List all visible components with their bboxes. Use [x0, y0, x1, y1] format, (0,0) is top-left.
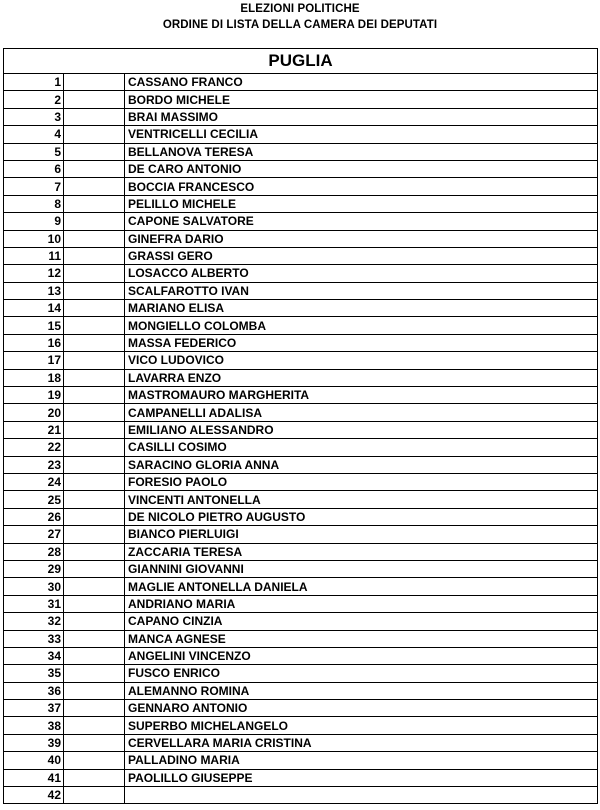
candidate-list-table: [3, 48, 598, 804]
candidate-name: EMILIANO ALESSANDRO: [125, 421, 598, 438]
blank-cell: [64, 578, 125, 595]
candidate-number: 6: [4, 160, 64, 177]
candidate-name: GIANNINI GIOVANNI: [125, 560, 598, 577]
table-row: [4, 526, 598, 543]
blank-cell: [64, 665, 125, 682]
table-row: [4, 404, 598, 421]
candidate-number: 12: [4, 265, 64, 282]
candidate-name: MARIANO ELISA: [125, 300, 598, 317]
candidate-name: GINEFRA DARIO: [125, 230, 598, 247]
candidate-name: BOCCIA FRANCESCO: [125, 178, 598, 195]
table-row: [4, 613, 598, 630]
candidate-number: 21: [4, 421, 64, 438]
candidate-number: 5: [4, 143, 64, 160]
candidate-number: 35: [4, 665, 64, 682]
blank-cell: [64, 439, 125, 456]
blank-cell: [64, 752, 125, 769]
region-title-row: [4, 49, 598, 74]
candidate-number: 25: [4, 491, 64, 508]
table-row: [4, 369, 598, 386]
candidate-name: FUSCO ENRICO: [125, 665, 598, 682]
candidate-name: GENNARO ANTONIO: [125, 700, 598, 717]
blank-cell: [64, 560, 125, 577]
candidate-name: BORDO MICHELE: [125, 91, 598, 108]
candidate-name: CERVELLARA MARIA CRISTINA: [125, 734, 598, 751]
candidate-name: LAVARRA ENZO: [125, 369, 598, 386]
blank-cell: [64, 491, 125, 508]
table-row: [4, 352, 598, 369]
candidate-number: 9: [4, 213, 64, 230]
table-row: [4, 143, 598, 160]
blank-cell: [64, 508, 125, 525]
candidate-number: 16: [4, 334, 64, 351]
blank-cell: [64, 613, 125, 630]
blank-cell: [64, 317, 125, 334]
blank-cell: [64, 247, 125, 264]
table-row: [4, 195, 598, 212]
table-row: [4, 665, 598, 682]
blank-cell: [64, 334, 125, 351]
blank-cell: [64, 195, 125, 212]
table-row: [4, 247, 598, 264]
blank-cell: [64, 282, 125, 299]
candidate-name: CAPONE SALVATORE: [125, 213, 598, 230]
candidate-number: 41: [4, 769, 64, 786]
table-row: [4, 126, 598, 143]
table-row: [4, 682, 598, 699]
candidate-name: FORESIO PAOLO: [125, 473, 598, 490]
table-row: [4, 473, 598, 490]
blank-cell: [64, 543, 125, 560]
table-row: [4, 456, 598, 473]
candidate-number: 42: [4, 787, 64, 804]
table-row: [4, 300, 598, 317]
candidate-number: 13: [4, 282, 64, 299]
table-row: [4, 752, 598, 769]
blank-cell: [64, 74, 125, 91]
candidate-name: CAMPANELLI ADALISA: [125, 404, 598, 421]
blank-cell: [64, 647, 125, 664]
blank-cell: [64, 700, 125, 717]
candidate-number: 10: [4, 230, 64, 247]
blank-cell: [64, 369, 125, 386]
candidate-number: 30: [4, 578, 64, 595]
candidate-name: SUPERBO MICHELANGELO: [125, 717, 598, 734]
blank-cell: [64, 404, 125, 421]
table-row: [4, 282, 598, 299]
blank-cell: [64, 682, 125, 699]
blank-cell: [64, 387, 125, 404]
blank-cell: [64, 630, 125, 647]
table-row: [4, 700, 598, 717]
table-row: [4, 74, 598, 91]
blank-cell: [64, 456, 125, 473]
candidate-name: CAPANO CINZIA: [125, 613, 598, 630]
blank-cell: [64, 213, 125, 230]
table-row: [4, 108, 598, 125]
blank-cell: [64, 352, 125, 369]
candidate-name: MASSA FEDERICO: [125, 334, 598, 351]
candidate-number: 1: [4, 74, 64, 91]
candidate-name: VICO LUDOVICO: [125, 352, 598, 369]
candidate-name: LOSACCO ALBERTO: [125, 265, 598, 282]
blank-cell: [64, 421, 125, 438]
candidate-name: MAGLIE ANTONELLA DANIELA: [125, 578, 598, 595]
blank-cell: [64, 108, 125, 125]
table-row: [4, 769, 598, 786]
table-row: [4, 265, 598, 282]
candidate-number: 2: [4, 91, 64, 108]
document-title: ELEZIONI POLITICHE: [240, 3, 360, 15]
candidate-number: 32: [4, 613, 64, 630]
candidate-number: 8: [4, 195, 64, 212]
candidate-name: VINCENTI ANTONELLA: [125, 491, 598, 508]
blank-cell: [64, 734, 125, 751]
candidate-name: GRASSI GERO: [125, 247, 598, 264]
candidate-number: 28: [4, 543, 64, 560]
candidate-name: PELILLO MICHELE: [125, 195, 598, 212]
candidate-number: 34: [4, 647, 64, 664]
blank-cell: [64, 178, 125, 195]
table-row: [4, 717, 598, 734]
table-row: [4, 387, 598, 404]
candidate-number: 27: [4, 526, 64, 543]
table-row: [4, 508, 598, 525]
candidate-number: 31: [4, 595, 64, 612]
candidate-name: SARACINO GLORIA ANNA: [125, 456, 598, 473]
candidate-name: BIANCO PIERLUIGI: [125, 526, 598, 543]
blank-cell: [64, 143, 125, 160]
table-row: [4, 787, 598, 804]
candidate-number: 40: [4, 752, 64, 769]
candidate-name: BELLANOVA TERESA: [125, 143, 598, 160]
candidate-number: 4: [4, 126, 64, 143]
candidate-number: 19: [4, 387, 64, 404]
region-title: PUGLIA: [4, 49, 598, 74]
blank-cell: [64, 300, 125, 317]
candidate-name: [125, 787, 598, 804]
candidate-name: PALLADINO MARIA: [125, 752, 598, 769]
table-row: [4, 543, 598, 560]
table-row: [4, 334, 598, 351]
blank-cell: [64, 787, 125, 804]
candidate-number: 39: [4, 734, 64, 751]
candidate-name: MONGIELLO COLOMBA: [125, 317, 598, 334]
table-row: [4, 421, 598, 438]
candidate-number: 33: [4, 630, 64, 647]
table-row: [4, 317, 598, 334]
candidate-number: 15: [4, 317, 64, 334]
blank-cell: [64, 265, 125, 282]
candidate-name: MANCA AGNESE: [125, 630, 598, 647]
candidate-number: 17: [4, 352, 64, 369]
candidate-name: MASTROMAURO MARGHERITA: [125, 387, 598, 404]
table-row: [4, 178, 598, 195]
table-row: [4, 160, 598, 177]
table-row: [4, 647, 598, 664]
candidate-name: DE CARO ANTONIO: [125, 160, 598, 177]
candidate-number: 20: [4, 404, 64, 421]
table-row: [4, 491, 598, 508]
candidate-number: 23: [4, 456, 64, 473]
candidate-name: CASILLI COSIMO: [125, 439, 598, 456]
candidate-number: 11: [4, 247, 64, 264]
blank-cell: [64, 473, 125, 490]
candidate-name: PAOLILLO GIUSEPPE: [125, 769, 598, 786]
document-subtitle: ORDINE DI LISTA DELLA CAMERA DEI DEPUTATI: [162, 19, 438, 31]
candidate-number: 22: [4, 439, 64, 456]
candidate-number: 26: [4, 508, 64, 525]
table-row: [4, 439, 598, 456]
table-row: [4, 230, 598, 247]
candidate-name: VENTRICELLI CECILIA: [125, 126, 598, 143]
candidate-number: 24: [4, 473, 64, 490]
blank-cell: [64, 91, 125, 108]
candidate-number: 29: [4, 560, 64, 577]
table-row: [4, 213, 598, 230]
blank-cell: [64, 526, 125, 543]
candidate-name: SCALFAROTTO IVAN: [125, 282, 598, 299]
table-row: [4, 734, 598, 751]
candidate-name: DE NICOLO PIETRO AUGUSTO: [125, 508, 598, 525]
blank-cell: [64, 160, 125, 177]
blank-cell: [64, 230, 125, 247]
candidate-name: ANGELINI VINCENZO: [125, 647, 598, 664]
table-row: [4, 578, 598, 595]
blank-cell: [64, 126, 125, 143]
candidate-number: 14: [4, 300, 64, 317]
candidate-name: BRAI MASSIMO: [125, 108, 598, 125]
candidate-number: 37: [4, 700, 64, 717]
candidate-number: 38: [4, 717, 64, 734]
candidate-number: 3: [4, 108, 64, 125]
table-row: [4, 91, 598, 108]
candidate-number: 18: [4, 369, 64, 386]
candidate-number: 36: [4, 682, 64, 699]
table-row: [4, 630, 598, 647]
candidate-name: ANDRIANO MARIA: [125, 595, 598, 612]
table-row: [4, 560, 598, 577]
blank-cell: [64, 717, 125, 734]
candidate-name: CASSANO FRANCO: [125, 74, 598, 91]
candidate-name: ZACCARIA TERESA: [125, 543, 598, 560]
blank-cell: [64, 769, 125, 786]
table-row: [4, 595, 598, 612]
candidate-number: 7: [4, 178, 64, 195]
candidate-name: ALEMANNO ROMINA: [125, 682, 598, 699]
blank-cell: [64, 595, 125, 612]
